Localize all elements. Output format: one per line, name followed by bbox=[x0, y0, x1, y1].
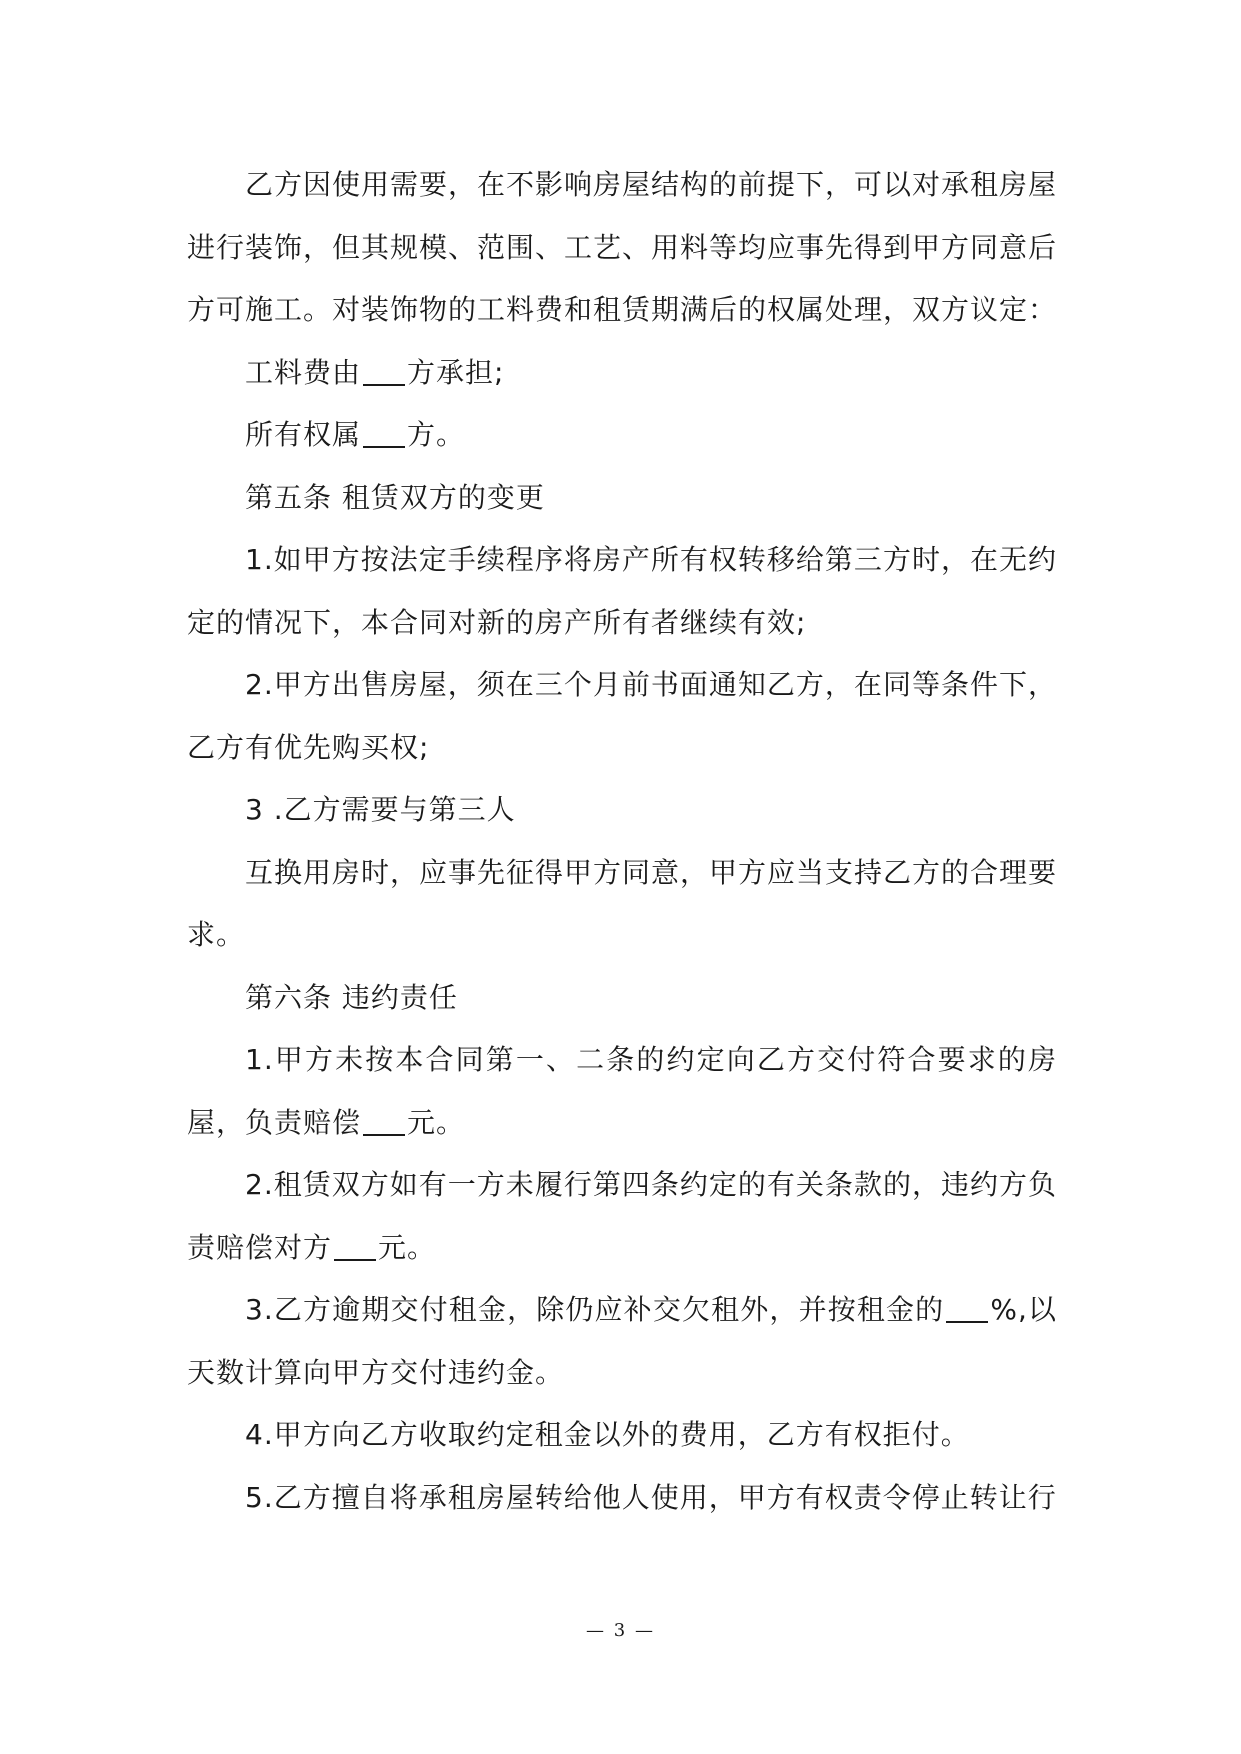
paragraph-text: 第六条 违约责任 bbox=[245, 980, 458, 1014]
paragraph-article-6-item-1 bbox=[187, 1029, 1057, 1154]
paragraph-article-5-item-2 bbox=[187, 654, 1057, 779]
paragraph-text: 4.甲方向乙方收取约定租金以外的费用，乙方有权拒付。 bbox=[245, 1418, 970, 1451]
paragraph-text: 乙方因使用需要，在不影响房屋结构的前提下，可以对承租房屋进行装饰，但其规模、范围、工艺、用料等均应事先得到甲方同意后方可施工。对装饰物的工料费和租赁期满后的权属处理，双方议定： bbox=[187, 168, 1058, 326]
paragraph-text: 3.乙方逾期交付租金，除仍应补交欠租外，并按租金的 bbox=[245, 1293, 945, 1326]
fill-in-blank bbox=[946, 1291, 988, 1323]
paragraph-text: 所有权属 bbox=[245, 418, 362, 451]
paragraph-text: %,以天数计算向甲方交付违约金。 bbox=[187, 1293, 1058, 1389]
section-heading-article-5 bbox=[187, 467, 1057, 530]
fill-in-blank bbox=[334, 1229, 376, 1261]
paragraph-text: 3 .乙方需要与第三人 bbox=[245, 793, 516, 826]
fill-in-blank bbox=[363, 1104, 405, 1136]
paragraph-article-5-item-1 bbox=[187, 529, 1057, 654]
section-heading-article-6 bbox=[187, 967, 1057, 1030]
paragraph-article-6-item-4 bbox=[187, 1404, 1057, 1467]
paragraph-text: 元。 bbox=[378, 1230, 437, 1264]
paragraph-text: 1.甲方未按本合同第一、二条的约定向乙方交付符合要求的房屋，负责赔偿 bbox=[187, 1043, 1057, 1139]
paragraph-ownership bbox=[187, 404, 1057, 467]
paragraph-text: 方承担; bbox=[407, 355, 505, 389]
paragraph-text: 5.乙方擅自将承租房屋转给他人使用，甲方有权责令停止转让行 bbox=[245, 1480, 1057, 1514]
paragraph-text: 元。 bbox=[407, 1105, 466, 1139]
paragraph-article-5-item-3 bbox=[187, 779, 1057, 842]
fill-in-blank bbox=[363, 416, 405, 448]
paragraph-text: 方。 bbox=[407, 418, 466, 451]
paragraph-article-6-item-5 bbox=[187, 1467, 1057, 1530]
paragraph-material-cost bbox=[187, 342, 1057, 405]
paragraph-text: 2.甲方出售房屋，须在三个月前书面通知乙方，在同等条件下，乙方有优先购买权; bbox=[187, 668, 1057, 764]
paragraph-text: 1.如甲方按法定手续程序将房产所有权转移给第三方时，在无约定的情况下，本合同对新的房产所有者继续有效; bbox=[187, 543, 1057, 639]
fill-in-blank bbox=[363, 354, 405, 386]
document-body bbox=[187, 154, 1057, 1529]
paragraph-text: 2.租赁双方如有一方未履行第四条约定的有关条款的，违约方负责赔偿对方 bbox=[187, 1168, 1057, 1264]
paragraph-text: 互换用房时，应事先征得甲方同意，甲方应当支持乙方的合理要求。 bbox=[187, 855, 1058, 951]
paragraph-decoration bbox=[187, 154, 1057, 342]
page-number: — 3 — bbox=[586, 1620, 655, 1641]
paragraph-article-5-item-3-cont bbox=[187, 842, 1057, 967]
paragraph-article-6-item-2 bbox=[187, 1154, 1057, 1279]
paragraph-text: 工料费由 bbox=[245, 355, 362, 389]
paragraph-text: 第五条 租赁双方的变更 bbox=[245, 480, 545, 514]
paragraph-article-6-item-3 bbox=[187, 1279, 1057, 1404]
